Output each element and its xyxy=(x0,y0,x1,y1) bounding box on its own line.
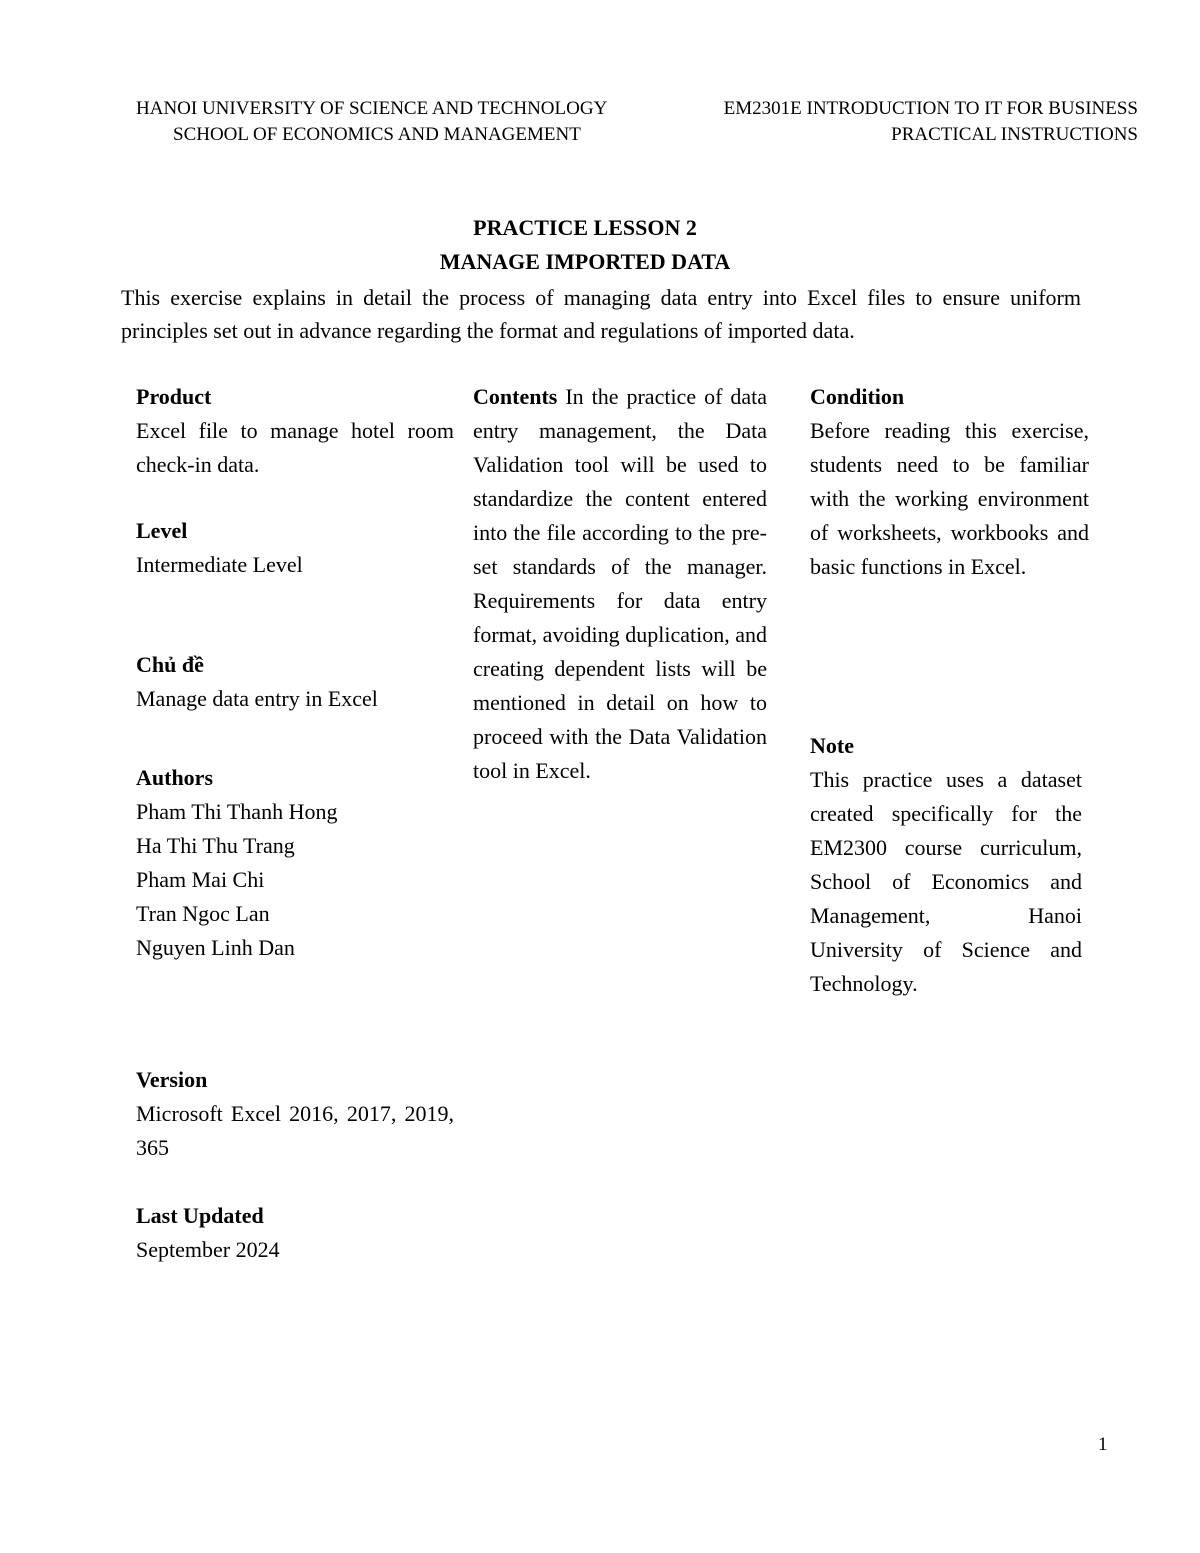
note-label: Note xyxy=(810,733,854,758)
product-label: Product xyxy=(136,384,212,409)
note-text: This practice uses a dataset created specifically for the EM2300 course curriculum, School of Economics and Management, Hanoi University of Science and Technology. xyxy=(810,767,1082,996)
contents-text: In the practice of data entry management, the Data Validation tool will be used to standardize the content entered into the file according to the pre-set standards of the manager. Requirements for data entry format, avoiding duplication, and creating dependent lists will be mentioned in detail on how to proceed with the Data Validation tool in Excel. xyxy=(473,384,768,783)
condition-section xyxy=(810,380,1089,584)
version-label: Version xyxy=(136,1067,208,1092)
topic-label: Chủ đề xyxy=(136,652,204,677)
authors-section xyxy=(136,761,454,965)
author-name: Ha Thi Thu Trang xyxy=(136,833,295,858)
middle-column xyxy=(473,380,767,788)
condition-label: Condition xyxy=(810,384,905,409)
page-number: 1 xyxy=(1098,1434,1108,1455)
note-section xyxy=(810,729,1082,1001)
updated-section xyxy=(136,1199,454,1267)
version-section xyxy=(136,1063,454,1165)
lesson-subtitle: MANAGE IMPORTED DATA xyxy=(439,249,731,274)
condition-text: Before reading this exercise, students need to be familiar with the working environment of worksheets, workbooks and basic functions in Excel. xyxy=(810,418,1089,579)
author-name: Pham Mai Chi xyxy=(136,867,265,892)
lesson-title: PRACTICE LESSON 2 xyxy=(473,215,697,240)
header-university: HANOI UNIVERSITY OF SCIENCE AND TECHNOLOGY xyxy=(136,98,608,119)
level-section xyxy=(136,514,454,582)
level-label: Level xyxy=(136,518,188,543)
header-doc-type: PRACTICAL INSTRUCTIONS xyxy=(891,124,1138,145)
updated-text: September 2024 xyxy=(136,1237,280,1262)
authors-label: Authors xyxy=(136,765,214,790)
intro-paragraph: This exercise explains in detail the process of managing data entry into Excel files to ensure uniform principles set out in advance regarding the format and regulations of imported data. xyxy=(121,285,1081,343)
contents-block xyxy=(473,380,767,788)
topic-text: Manage data entry in Excel xyxy=(136,686,378,711)
version-text: Microsoft Excel 2016, 2017, 2019, 365 xyxy=(136,1101,454,1160)
level-text: Intermediate Level xyxy=(136,552,303,577)
product-section xyxy=(136,380,454,482)
author-name: Nguyen Linh Dan xyxy=(136,935,295,960)
product-text: Excel file to manage hotel room check-in data. xyxy=(136,418,454,477)
header-school: SCHOOL OF ECONOMICS AND MANAGEMENT xyxy=(173,124,581,145)
updated-label: Last Updated xyxy=(136,1203,264,1228)
author-name: Pham Thi Thanh Hong xyxy=(136,799,338,824)
author-name: Tran Ngoc Lan xyxy=(136,901,270,926)
header-course: EM2301E INTRODUCTION TO IT FOR BUSINESS xyxy=(723,98,1138,119)
contents-label: Contents xyxy=(473,384,558,409)
topic-section xyxy=(136,648,454,716)
